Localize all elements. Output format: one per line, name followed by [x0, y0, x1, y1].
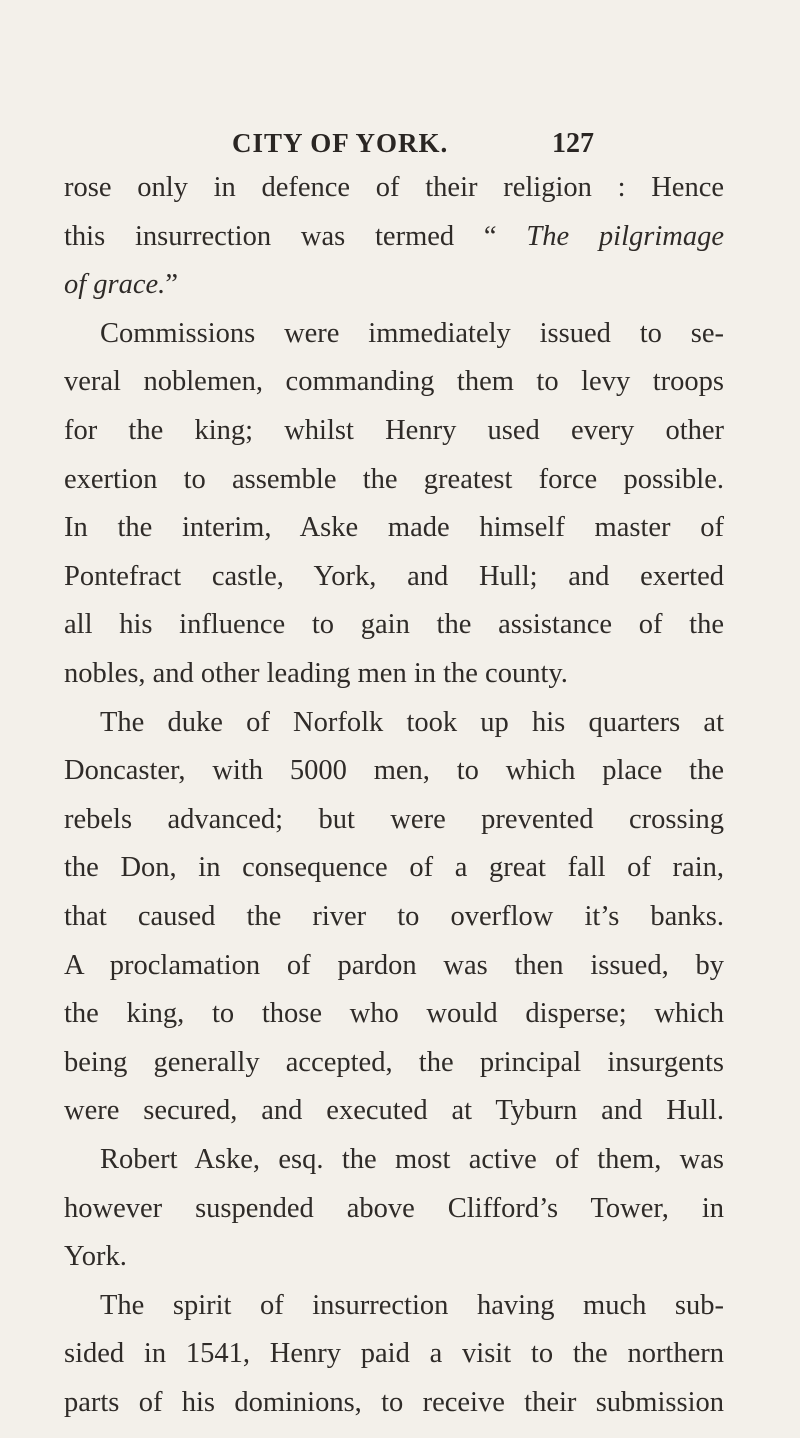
text-line: the Don, in consequence of a great fall of rain, [64, 852, 724, 884]
text-line: the king, to those who would disperse; which [64, 998, 724, 1030]
text-line: rebels advanced; but were prevented crossing [64, 803, 724, 835]
text-line: nobles, and other leading men in the county. [64, 658, 568, 689]
text-line: Commissions were immediately issued to se- [100, 317, 724, 349]
page-number: 127 [552, 128, 594, 159]
text-line: Doncaster, with 5000 men, to which place the [64, 755, 724, 787]
text-line: of grace.” [64, 269, 178, 301]
text-line: The duke of Norfolk took up his quarters at [100, 706, 724, 738]
text-line: this insurrection was termed “ The pilgrimage [64, 220, 724, 252]
text-line: In the interim, Aske made himself master of [64, 512, 724, 544]
text-line: all his influence to gain the assistance of the [64, 609, 724, 641]
text-line: York. [64, 1241, 127, 1273]
text-line: were secured, and executed at Tyburn and Hull. [64, 1095, 724, 1127]
text-line: veral noblemen, commanding them to levy troops [64, 366, 724, 398]
text-line: however suspended above Clifford’s Tower, in [64, 1192, 724, 1224]
text-line: Robert Aske, esq. the most active of them, was [100, 1144, 724, 1175]
text-line: rose only in defence of their religion : Hence [64, 172, 724, 203]
text-line: that caused the river to overflow it’s banks. [64, 901, 724, 932]
text-line: parts of his dominions, to receive their submission [64, 1387, 724, 1418]
text-line: being generally accepted, the principal insurgents [64, 1046, 724, 1078]
running-head: CITY OF YORK. [232, 128, 449, 158]
text-line: Pontefract castle, York, and Hull; and exerted [64, 560, 724, 592]
text-line: exertion to assemble the greatest force possible. [64, 463, 724, 495]
text-line: sided in 1541, Henry paid a visit to the northern [64, 1338, 724, 1370]
text-line: for the king; whilst Henry used every other [64, 415, 724, 446]
page-header [0, 128, 800, 168]
text-line: A proclamation of pardon was then issued, by [64, 949, 724, 981]
text-line: The spirit of insurrection having much sub- [100, 1289, 724, 1321]
